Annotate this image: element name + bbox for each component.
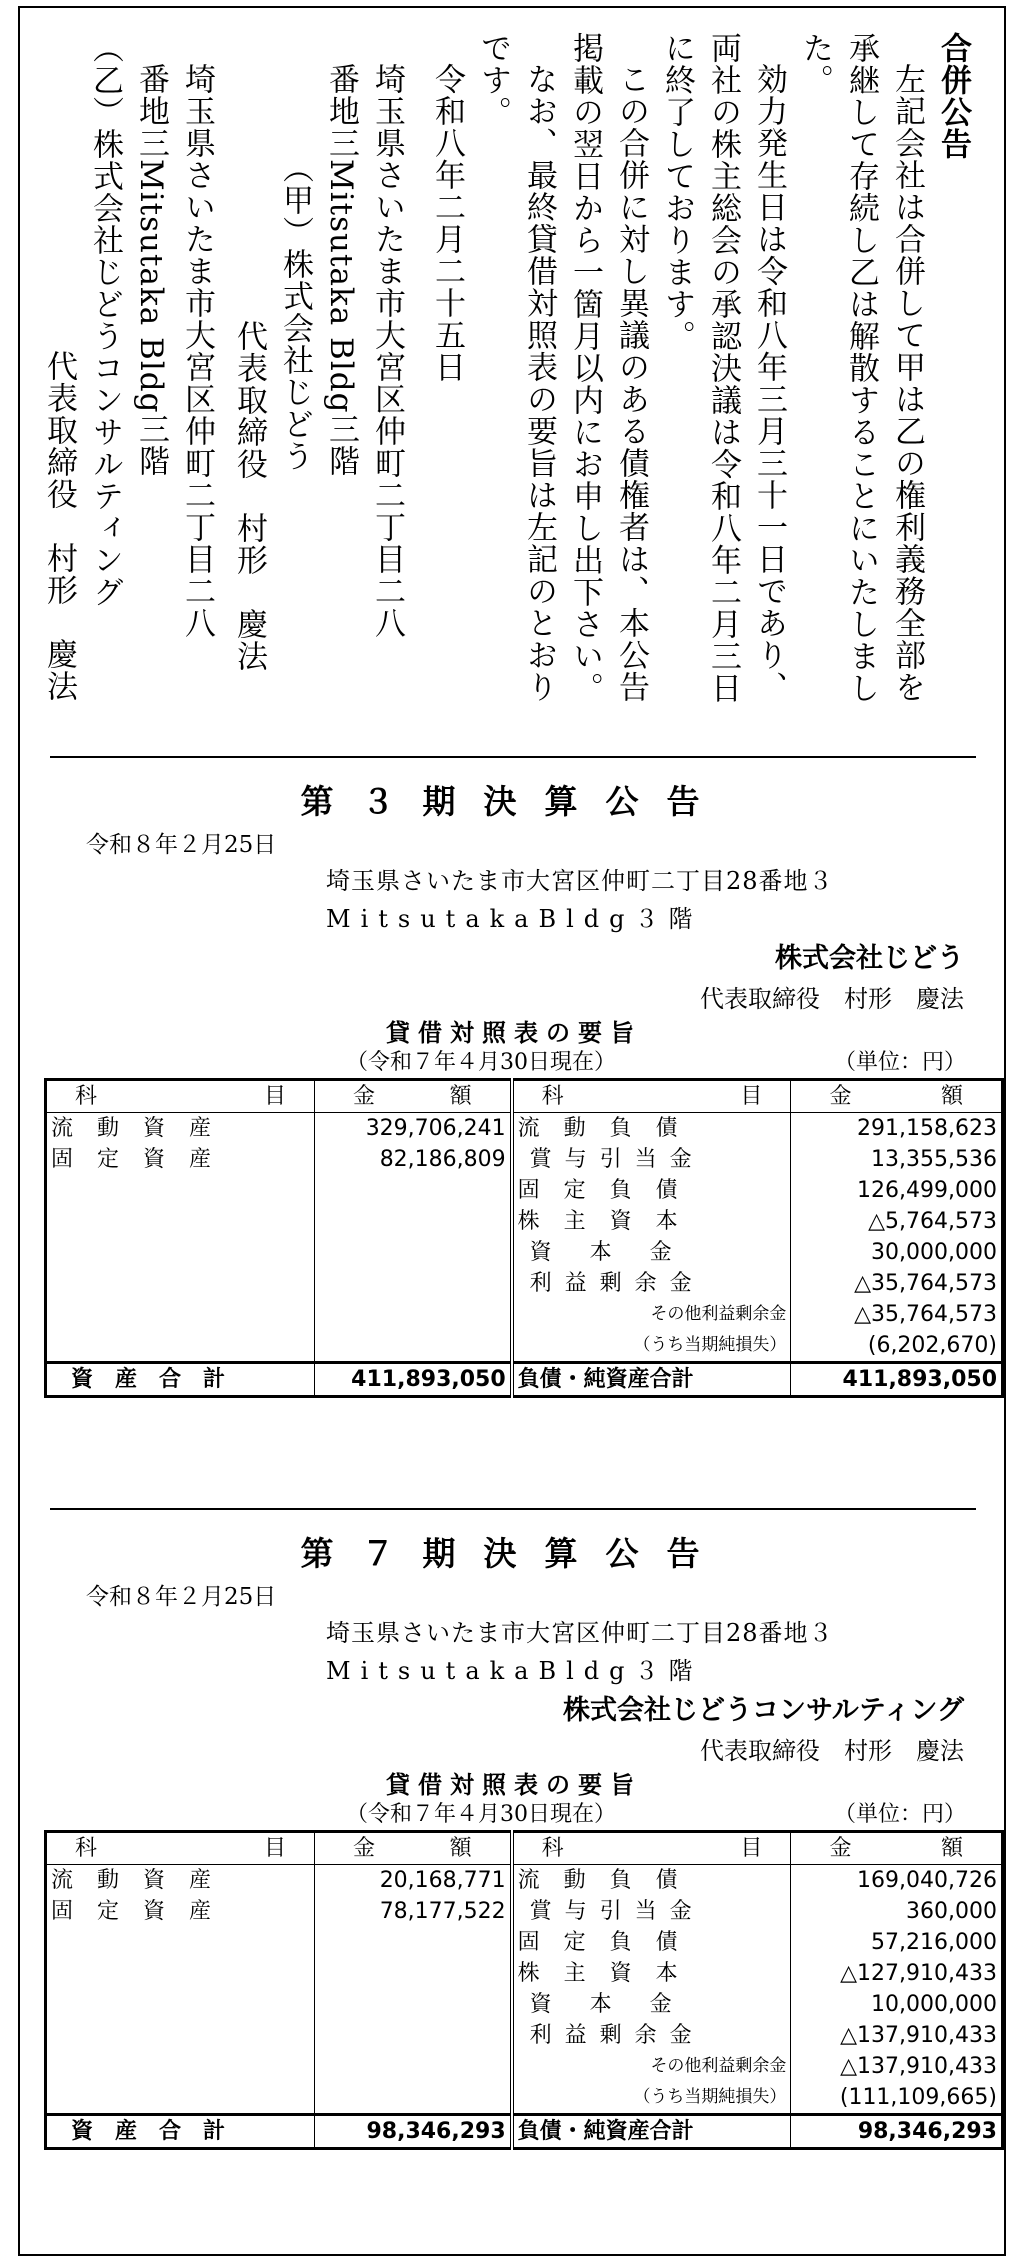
bs-title: 貸借対照表の要旨 xyxy=(386,1771,642,1799)
header-item: 科 目 xyxy=(46,1080,315,1113)
header-item: 科 目 xyxy=(46,1832,315,1865)
section-rep: 代表取締役 村形 慶法 xyxy=(700,985,964,1013)
liability-value: △137,910,433 xyxy=(791,2020,1003,2051)
company-a-address: 埼玉県さいたま市大宮区仲町二丁目二八 xyxy=(369,63,405,639)
section-title: 第７期決算公告 xyxy=(300,1534,728,1573)
liability-value: △35,764,573 xyxy=(791,1299,1003,1330)
section-title: 第３期決算公告 xyxy=(300,782,728,821)
asset-value: 329,706,241 xyxy=(315,1113,512,1145)
asset-label: 流動資産 xyxy=(46,1865,315,1897)
header-item: 科 目 xyxy=(512,1080,791,1113)
liability-label: 固定負債 xyxy=(512,1927,791,1958)
header-amount: 金 額 xyxy=(315,1832,512,1865)
liability-value: 10,000,000 xyxy=(791,1989,1003,2020)
table-row xyxy=(46,1144,1003,1175)
header-amount: 金 額 xyxy=(315,1080,512,1113)
table-row xyxy=(46,1206,1003,1237)
liability-value: (6,202,670) xyxy=(791,1330,1003,1363)
liability-value: △35,764,573 xyxy=(791,1268,1003,1299)
table-row xyxy=(46,1989,1003,2020)
table-row xyxy=(46,1175,1003,1206)
liability-label: 利益剰余金 xyxy=(512,1268,791,1299)
company-b-address: 埼玉県さいたま市大宮区仲町二丁目二八 xyxy=(179,63,215,639)
liability-label: 株主資本 xyxy=(512,1206,791,1237)
total-row xyxy=(46,1363,1003,1397)
total-row xyxy=(46,2115,1003,2149)
table-row xyxy=(46,2020,1003,2051)
total-assets-value: 411,893,050 xyxy=(315,1363,512,1397)
section-company: 株式会社じどうコンサルティング xyxy=(563,1695,964,1726)
table-header-row xyxy=(46,1832,1003,1865)
liability-label: 賞与引当金 xyxy=(512,1144,791,1175)
asset-value: 20,168,771 xyxy=(315,1865,512,1897)
section-address: 埼玉県さいたま市大宮区仲町二丁目28番地３ xyxy=(326,1619,834,1647)
table-row xyxy=(46,2051,1003,2082)
table-header-row xyxy=(46,1080,1003,1113)
liability-value: 30,000,000 xyxy=(791,1237,1003,1268)
section-address: 埼玉県さいたま市大宮区仲町二丁目28番地３ xyxy=(326,867,834,895)
header-item: 科 目 xyxy=(512,1832,791,1865)
section-date: 令和８年２月25日 xyxy=(86,1584,277,1610)
company-b-rep: 代表取締役 村形 慶法 xyxy=(41,350,77,702)
bs-subtitle xyxy=(56,1800,972,1830)
merger-date: 令和八年二月二十五日 xyxy=(429,63,465,383)
liability-label: 賞与引当金 xyxy=(512,1896,791,1927)
liability-value: △127,910,433 xyxy=(791,1958,1003,1989)
financial-notice-3 xyxy=(51,776,997,1398)
liability-value: 169,040,726 xyxy=(791,1865,1003,1897)
liability-value: 57,216,000 xyxy=(791,1927,1003,1958)
financial-notice-7 xyxy=(51,1528,997,2150)
asset-value: 82,186,809 xyxy=(315,1144,512,1175)
bs-as-of: （令和７年４月30日現在） xyxy=(346,1802,616,1827)
table-row xyxy=(46,1330,1003,1363)
liability-value: △137,910,433 xyxy=(791,2051,1003,2082)
liability-label: その他利益剰余金 xyxy=(512,1299,791,1330)
table-row xyxy=(46,1268,1003,1299)
company-b-address2: 番地三Mitsutaka Bldg三階 xyxy=(133,63,169,478)
section-company: 株式会社じどう xyxy=(775,943,964,974)
balance-sheet-table xyxy=(44,1830,1004,2150)
bs-unit: （単位：円） xyxy=(833,1802,966,1827)
company-b-name: （乙）株式会社じどうコンサルティング xyxy=(87,32,123,608)
asset-label: 固定資産 xyxy=(46,1144,315,1175)
liability-value: 126,499,000 xyxy=(791,1175,1003,1206)
liability-label: （うち当期純損失） xyxy=(512,2082,791,2115)
liability-value: 13,355,536 xyxy=(791,1144,1003,1175)
liability-value: △5,764,573 xyxy=(791,1206,1003,1237)
liability-label: その他利益剰余金 xyxy=(512,2051,791,2082)
liability-label: 資本金 xyxy=(512,1989,791,2020)
table-row xyxy=(46,1113,1003,1145)
merger-paragraph: 効力発生日は令和八年三月三十一日であり、両社の株主総会の承認決議は令和八年二月三日に終了しております。 xyxy=(659,32,787,704)
divider xyxy=(50,756,976,758)
section-building: MitsutakaBldg３階 xyxy=(326,905,703,933)
liability-value: 291,158,623 xyxy=(791,1113,1003,1145)
table-row xyxy=(46,1927,1003,1958)
table-row xyxy=(46,1299,1003,1330)
company-a-address2: 番地三Mitsutaka Bldg三階 xyxy=(323,63,359,478)
table-row xyxy=(46,1958,1003,1989)
section-building: MitsutakaBldg３階 xyxy=(326,1657,703,1685)
divider xyxy=(50,1508,976,1510)
notice-frame xyxy=(18,6,1006,2256)
liability-label: 固定負債 xyxy=(512,1175,791,1206)
table-row xyxy=(46,1865,1003,1897)
asset-value: 78,177,522 xyxy=(315,1896,512,1927)
liability-label: 株主資本 xyxy=(512,1958,791,1989)
asset-label: 流動資産 xyxy=(46,1113,315,1145)
liability-label: 利益剰余金 xyxy=(512,2020,791,2051)
total-liabilities-value: 411,893,050 xyxy=(791,1363,1003,1397)
total-liabilities-label: 負債・純資産合計 xyxy=(512,2115,791,2149)
company-a-name: （甲）株式会社じどう xyxy=(277,152,313,472)
asset-label: 固定資産 xyxy=(46,1896,315,1927)
liability-value: 360,000 xyxy=(791,1896,1003,1927)
total-liabilities-label: 負債・純資産合計 xyxy=(512,1363,791,1397)
total-assets-label: 資産合計 xyxy=(46,1363,315,1397)
table-row xyxy=(46,1237,1003,1268)
section-date: 令和８年２月25日 xyxy=(86,832,277,858)
header-amount: 金 額 xyxy=(791,1080,1003,1113)
liability-label: 流動負債 xyxy=(512,1865,791,1897)
table-row xyxy=(46,1896,1003,1927)
total-liabilities-value: 98,346,293 xyxy=(791,2115,1003,2149)
merger-notice xyxy=(36,32,976,732)
bs-subtitle xyxy=(56,1048,972,1078)
bs-as-of: （令和７年４月30日現在） xyxy=(346,1050,616,1075)
total-assets-label: 資産合計 xyxy=(46,2115,315,2149)
bs-title: 貸借対照表の要旨 xyxy=(386,1019,642,1047)
liability-label: 資本金 xyxy=(512,1237,791,1268)
bs-unit: （単位：円） xyxy=(833,1050,966,1075)
merger-title: 合併公告 xyxy=(935,32,971,160)
liability-value: (111,109,665) xyxy=(791,2082,1003,2115)
merger-paragraph: 左記会社は合併して甲は乙の権利義務全部を承継して存続し乙は解散することにいたしました。 xyxy=(797,32,925,704)
company-a-rep: 代表取締役 村形 慶法 xyxy=(231,320,267,672)
table-row xyxy=(46,2082,1003,2115)
merger-paragraph: なお、最終貸借対照表の要旨は左記のとおりです。 xyxy=(475,32,557,703)
header-amount: 金 額 xyxy=(791,1832,1003,1865)
liability-label: 流動負債 xyxy=(512,1113,791,1145)
balance-sheet-table xyxy=(44,1078,1004,1398)
merger-paragraph: この合併に対し異議のある債権者は、本公告掲載の翌日から一箇月以内にお申し出下さい。 xyxy=(567,32,649,704)
total-assets-value: 98,346,293 xyxy=(315,2115,512,2149)
liability-label: （うち当期純損失） xyxy=(512,1330,791,1363)
section-rep: 代表取締役 村形 慶法 xyxy=(700,1737,964,1765)
